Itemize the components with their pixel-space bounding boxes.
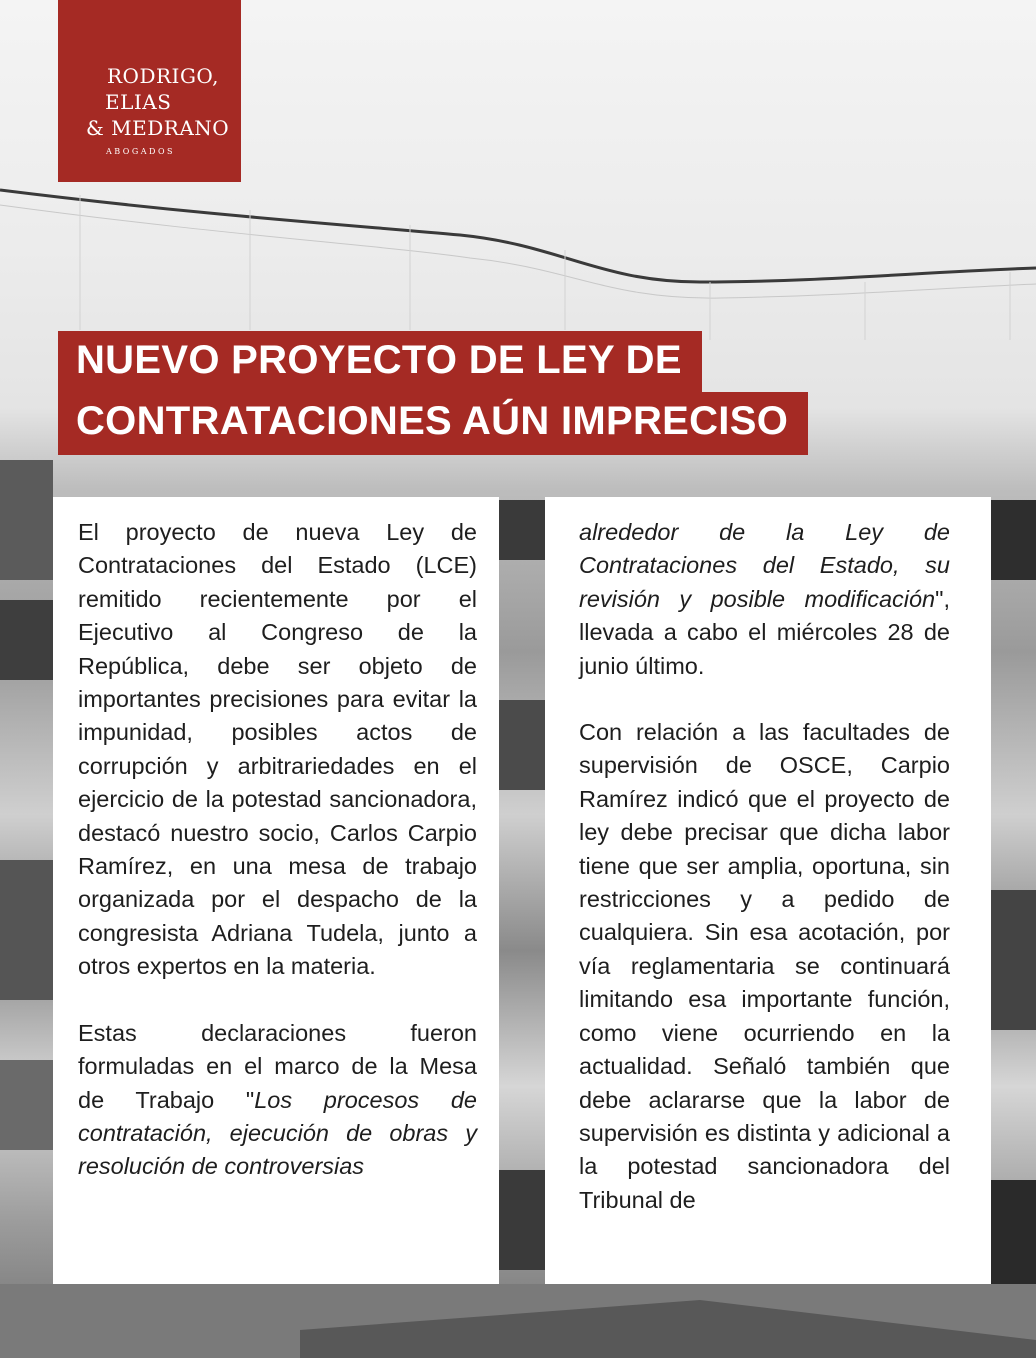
paragraph: Con relación a las facultades de supervisión de OSCE, Carpio Ramírez indicó que el proyecto de ley debe precisar que dicha labor tiene que ser amplia, oportuna, sin restricciones y a pedido de cualquiera. Sin esa acotación, por vía reglamentaria se continuará limitando esa importante función, como viene ocurriendo en la actualidad. Señaló también que debe aclararse que la labor de supervisión es distinta y adicional a la potestad sancionadora del Tribunal de <box>579 719 950 1213</box>
logo-line-1: RODRIGO, <box>107 64 220 88</box>
headline-line-2: CONTRATACIONES AÚN IMPRECISO <box>58 392 808 455</box>
logo-tagline: ABOGADOS <box>106 147 175 156</box>
company-logo <box>58 0 241 182</box>
event-title-italic: Los procesos de contratación, ejecución de obras y resolución de controversias <box>78 1086 477 1180</box>
paragraph <box>579 516 950 683</box>
event-title-italic: alrededor de la Ley de Contrataciones del Estado, su revisión y posible modificación <box>579 519 950 612</box>
paragraph <box>78 1017 477 1184</box>
logo-line-3: & MEDRANO <box>86 116 230 140</box>
paragraph-text: Estas declaraciones fueron formuladas en el marco de la Mesa de Trabajo " <box>78 1019 477 1113</box>
headline-line-1: NUEVO PROYECTO DE LEY DE <box>58 331 702 392</box>
article-column-right <box>545 497 991 1284</box>
logo-line-2: ELIAS <box>105 90 172 114</box>
paragraph: El proyecto de nueva Ley de Contrataciones del Estado (LCE) remitido recientemente por el Ejecutivo al Congreso de la República, debe ser objeto de importantes precisiones para evitar la impunidad, posibles actos de corrupción y arbitrariedades en el ejercicio de la potestad sancionadora, destacó nuestro socio, Carlos Carpio Ramírez, en una mesa de trabajo organizada por el despacho de la congresista Adriana Tudela, junto a otros expertos en la materia. <box>78 519 477 980</box>
article-column-left <box>53 497 499 1284</box>
paragraph-text: ", llevada a cabo el miércoles 28 de junio último. <box>579 585 950 679</box>
